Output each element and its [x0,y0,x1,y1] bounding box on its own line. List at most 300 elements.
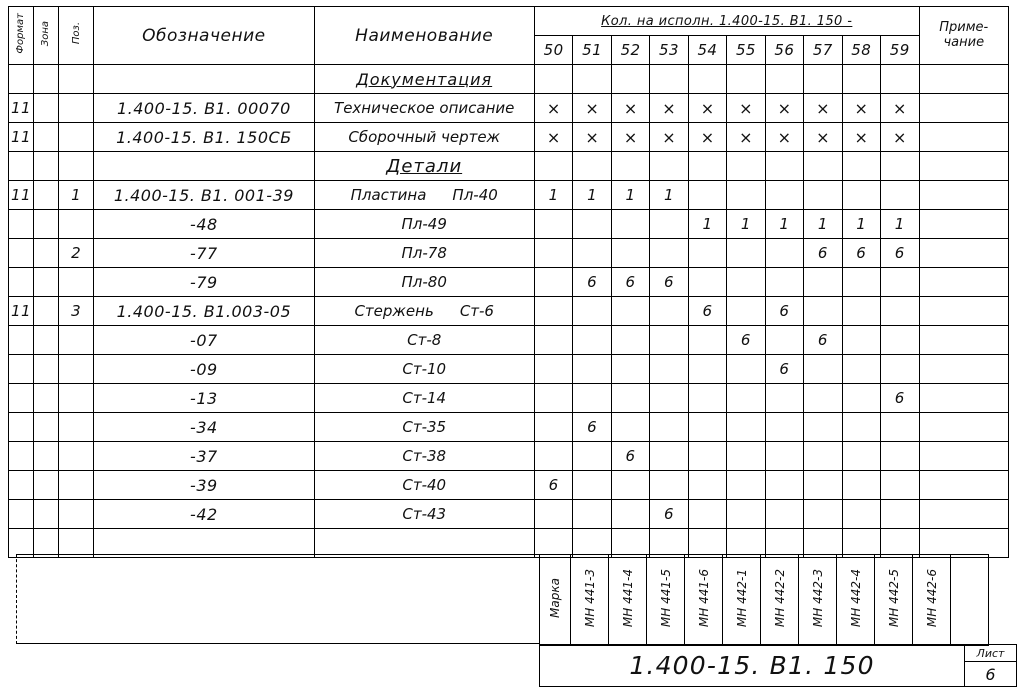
section-heading: Детали [314,152,534,181]
table-header-row-1 [9,7,1009,36]
cell-qty-0 [534,500,572,529]
table-row [9,355,1009,384]
variant-col-8: 58 [842,36,880,65]
cell-qty-6 [765,384,803,413]
cell-qty-4 [688,152,726,181]
drawing-number: 1.400-15. В1. 150 [629,651,875,680]
cell-note [919,471,1008,500]
sheet-label: Лист [965,645,1016,662]
cell-note [919,413,1008,442]
cell-name: Пл-80 [314,268,534,297]
table-row [9,65,1009,94]
cell-qty-3 [650,239,688,268]
cell-note [919,442,1008,471]
cell-zone [33,442,58,471]
cell-qty-5 [727,181,765,210]
cell-qty-6: 6 [765,355,803,384]
table-row [9,413,1009,442]
cell-qty-4: × [688,123,726,152]
cell-designation: 1.400-15. В1. 150СБ [94,123,314,152]
cell-format [9,384,34,413]
table-row [9,384,1009,413]
cell-format: 11 [9,94,34,123]
cell-qty-6 [765,471,803,500]
table-row [9,442,1009,471]
cell-name: Пл-78 [314,239,534,268]
cell-qty-8: 1 [842,210,880,239]
cell-qty-5 [727,152,765,181]
cell-qty-8 [842,326,880,355]
cell-qty-3 [650,384,688,413]
mark-cell-1: МН 441-4 [609,555,647,646]
cell-qty-3: 6 [650,500,688,529]
cell-qty-2 [611,413,649,442]
mark-cell-empty [951,555,989,646]
cell-qty-0 [534,413,572,442]
cell-pos [58,384,93,413]
cell-qty-5: × [727,123,765,152]
cell-designation [94,65,314,94]
cell-qty-2 [611,384,649,413]
cell-qty-3 [650,355,688,384]
cell-qty-9 [880,471,919,500]
cell-qty-9 [880,326,919,355]
cell-qty-1 [573,152,611,181]
marks-row [540,555,989,646]
cell-format [9,65,34,94]
cell-qty-6: 1 [765,210,803,239]
cell-name [314,181,534,210]
header-note-line2: чание [943,34,985,50]
cell-zone [33,500,58,529]
cell-qty-9: × [880,94,919,123]
table-row [9,210,1009,239]
cell-qty-4 [688,500,726,529]
cell-designation: -34 [94,413,314,442]
cell-designation: -13 [94,384,314,413]
cell-qty-7 [804,471,842,500]
cell-qty-1: 6 [573,413,611,442]
header-format: Формат [9,7,34,65]
cell-pos [58,123,93,152]
cell-qty-5: × [727,94,765,123]
variant-col-3: 53 [650,36,688,65]
cell-note [919,239,1008,268]
cell-designation: -39 [94,471,314,500]
cell-qty-7 [804,384,842,413]
cell-pos [58,326,93,355]
cell-name: Ст-35 [314,413,534,442]
table-row [9,123,1009,152]
cell-qty-0 [534,326,572,355]
cell-format [9,413,34,442]
mark-cell-4: МН 442-1 [723,555,761,646]
cell-qty-4 [688,413,726,442]
cell-name: Ст-38 [314,442,534,471]
cell-qty-6 [765,268,803,297]
variant-col-5: 55 [727,36,765,65]
cell-format: 11 [9,123,34,152]
cell-qty-7 [804,152,842,181]
mark-cell-6: МН 442-3 [799,555,837,646]
cell-qty-0: 1 [534,181,572,210]
cell-qty-9 [880,268,919,297]
variant-col-2: 52 [611,36,649,65]
sheet-number: 6 [985,664,996,684]
table-row [9,326,1009,355]
cell-qty-9: 6 [880,384,919,413]
cell-qty-3: 6 [650,268,688,297]
cell-qty-0: × [534,94,572,123]
table-row [9,268,1009,297]
cell-qty-9 [880,297,919,326]
cell-qty-3 [650,326,688,355]
cell-pos: 1 [58,181,93,210]
cell-qty-1 [573,471,611,500]
table-row [9,500,1009,529]
cell-qty-0 [534,355,572,384]
cell-qty-2: 1 [611,181,649,210]
cell-qty-3 [650,471,688,500]
cell-qty-4: 1 [688,210,726,239]
cell-designation: -37 [94,442,314,471]
cell-qty-7 [804,442,842,471]
cell-qty-1: 1 [573,181,611,210]
cell-designation: -07 [94,326,314,355]
cell-designation: -77 [94,239,314,268]
table-row [9,94,1009,123]
cell-pos: 3 [58,297,93,326]
cell-qty-1 [573,355,611,384]
cell-qty-7: 6 [804,239,842,268]
cell-note [919,210,1008,239]
cell-note [919,65,1008,94]
cell-qty-8 [842,297,880,326]
specification-sheet [8,6,1009,684]
cell-qty-6 [765,65,803,94]
mark-cell-2: МН 441-5 [647,555,685,646]
header-name: Наименование [314,7,534,65]
cell-qty-8 [842,471,880,500]
mark-cell-5: МН 442-2 [761,555,799,646]
cell-pos [58,413,93,442]
cell-qty-2: × [611,123,649,152]
cell-format [9,326,34,355]
cell-qty-6 [765,152,803,181]
cell-zone [33,152,58,181]
cell-designation: -48 [94,210,314,239]
cell-qty-3 [650,65,688,94]
table-row [9,297,1009,326]
cell-zone [33,326,58,355]
cell-pos [58,65,93,94]
cell-qty-4 [688,384,726,413]
cell-zone [33,297,58,326]
cell-qty-9 [880,181,919,210]
variant-col-4: 54 [688,36,726,65]
cell-format [9,152,34,181]
cell-qty-8: 6 [842,239,880,268]
cell-qty-6 [765,413,803,442]
cell-qty-5: 1 [727,210,765,239]
cell-zone [33,94,58,123]
cell-qty-4 [688,268,726,297]
cell-qty-4 [688,471,726,500]
cell-qty-2: 6 [611,268,649,297]
cell-qty-9 [880,65,919,94]
cell-note [919,123,1008,152]
cell-qty-1 [573,239,611,268]
cell-designation: 1.400-15. В1. 001-39 [94,181,314,210]
cell-designation: -79 [94,268,314,297]
cell-qty-1 [573,384,611,413]
header-note-line1: Приме- [939,20,989,36]
header-variants-title: Кол. на исполн. 1.400-15. В1. 150 - [534,7,919,36]
cell-qty-4 [688,239,726,268]
cell-qty-3 [650,152,688,181]
title-block [539,644,1017,687]
cell-qty-4 [688,65,726,94]
cell-format [9,239,34,268]
cell-qty-1: × [573,123,611,152]
cell-qty-9 [880,442,919,471]
header-zone: Зона [33,7,58,65]
cell-qty-6 [765,500,803,529]
cell-format: 11 [9,297,34,326]
bottom-block [16,554,1017,687]
cell-qty-0 [534,210,572,239]
cell-name: Техническое описание [314,94,534,123]
cell-qty-0 [534,297,572,326]
cell-qty-7 [804,355,842,384]
cell-qty-3: × [650,123,688,152]
mark-cell-8: МН 442-5 [875,555,913,646]
variant-col-0: 50 [534,36,572,65]
cell-qty-7 [804,181,842,210]
cell-qty-0 [534,442,572,471]
cell-zone [33,384,58,413]
cell-designation [94,152,314,181]
cell-qty-7 [804,500,842,529]
cell-qty-5 [727,65,765,94]
cell-qty-2: × [611,94,649,123]
cell-qty-8 [842,65,880,94]
cell-qty-2 [611,152,649,181]
cell-pos [58,210,93,239]
cell-qty-5 [727,413,765,442]
cell-qty-7: 6 [804,326,842,355]
cell-qty-8: × [842,94,880,123]
variant-col-6: 56 [765,36,803,65]
cell-qty-8 [842,384,880,413]
cell-qty-8 [842,500,880,529]
cell-qty-3 [650,297,688,326]
variant-col-9: 59 [880,36,919,65]
cell-qty-4 [688,326,726,355]
cell-zone [33,471,58,500]
cell-note [919,152,1008,181]
table-row [9,471,1009,500]
cell-qty-3 [650,442,688,471]
cell-zone [33,210,58,239]
cell-qty-5: 6 [727,326,765,355]
cell-qty-4 [688,442,726,471]
cell-qty-4: 6 [688,297,726,326]
cell-qty-2 [611,355,649,384]
cell-qty-7 [804,297,842,326]
cell-qty-5 [727,297,765,326]
cell-qty-1 [573,442,611,471]
cell-qty-9: 1 [880,210,919,239]
cell-note [919,181,1008,210]
cell-qty-2: 6 [611,442,649,471]
cell-qty-0 [534,384,572,413]
cell-qty-2 [611,500,649,529]
cell-name-mark: Ст-6 [459,302,494,320]
cell-qty-2 [611,239,649,268]
cell-format [9,355,34,384]
cell-zone [33,413,58,442]
cell-zone [33,123,58,152]
cell-qty-9 [880,355,919,384]
marks-table [539,554,989,646]
cell-qty-8 [842,181,880,210]
cell-name: Ст-10 [314,355,534,384]
cell-pos [58,268,93,297]
cell-qty-1: × [573,94,611,123]
cell-zone [33,239,58,268]
cell-qty-5 [727,442,765,471]
variant-col-7: 57 [804,36,842,65]
cell-qty-2 [611,471,649,500]
cell-qty-7 [804,65,842,94]
table-row [9,152,1009,181]
header-designation: Обозначение [94,7,314,65]
cell-qty-5 [727,268,765,297]
cell-name [314,297,534,326]
cell-zone [33,65,58,94]
cell-qty-8 [842,152,880,181]
cell-zone [33,268,58,297]
cell-zone [33,181,58,210]
cell-pos [58,94,93,123]
cell-qty-8 [842,268,880,297]
cell-name-mark: Пл-40 [452,186,498,204]
cell-format [9,471,34,500]
cell-qty-0 [534,239,572,268]
cell-pos [58,355,93,384]
cell-name-main: Пластина [350,186,427,204]
mark-cell-0: МН 441-3 [571,555,609,646]
cell-qty-4 [688,355,726,384]
cell-designation: -09 [94,355,314,384]
mark-cell-3: МН 441-6 [685,555,723,646]
cell-qty-6: × [765,94,803,123]
cell-name-main: Стержень [354,302,434,320]
cell-qty-7: × [804,94,842,123]
cell-qty-5 [727,384,765,413]
mark-cell-9: МН 442-6 [913,555,951,646]
cell-qty-6 [765,181,803,210]
cell-qty-4 [688,181,726,210]
cell-qty-9: × [880,123,919,152]
cell-qty-3 [650,210,688,239]
cell-qty-7 [804,268,842,297]
cell-qty-0: × [534,123,572,152]
table-row [9,181,1009,210]
cell-qty-8 [842,413,880,442]
cell-name: Ст-43 [314,500,534,529]
cell-qty-1 [573,326,611,355]
notes-area [16,554,539,644]
cell-qty-3: 1 [650,181,688,210]
cell-designation: 1.400-15. В1.003-05 [94,297,314,326]
cell-pos [58,442,93,471]
cell-qty-6: 6 [765,297,803,326]
cell-qty-1 [573,500,611,529]
cell-qty-5 [727,355,765,384]
cell-zone [33,355,58,384]
cell-qty-6 [765,442,803,471]
mark-cell-7: МН 442-4 [837,555,875,646]
cell-qty-8 [842,355,880,384]
cell-qty-0 [534,268,572,297]
cell-qty-6 [765,239,803,268]
cell-format [9,442,34,471]
cell-qty-1 [573,210,611,239]
marks-label-cell: Марка [540,555,571,646]
cell-pos [58,152,93,181]
cell-designation: -42 [94,500,314,529]
cell-pos [58,471,93,500]
cell-qty-0: 6 [534,471,572,500]
sheet-block [964,645,1016,686]
cell-format [9,500,34,529]
cell-qty-3 [650,413,688,442]
cell-qty-2 [611,297,649,326]
cell-qty-0 [534,65,572,94]
table-row [9,239,1009,268]
section-heading: Документация [314,65,534,94]
cell-pos [58,500,93,529]
variant-col-1: 51 [573,36,611,65]
cell-qty-7: 1 [804,210,842,239]
cell-name: Пл-49 [314,210,534,239]
cell-qty-8 [842,442,880,471]
cell-name: Ст-8 [314,326,534,355]
cell-note [919,355,1008,384]
cell-pos: 2 [58,239,93,268]
cell-qty-9: 6 [880,239,919,268]
cell-qty-5 [727,471,765,500]
cell-qty-2 [611,65,649,94]
cell-note [919,268,1008,297]
cell-note [919,500,1008,529]
cell-note [919,384,1008,413]
cell-qty-6: × [765,123,803,152]
header-pos: Поз. [58,7,93,65]
cell-qty-9 [880,152,919,181]
cell-qty-2 [611,326,649,355]
cell-name: Ст-40 [314,471,534,500]
cell-note [919,297,1008,326]
cell-qty-5 [727,500,765,529]
cell-qty-8: × [842,123,880,152]
cell-qty-1: 6 [573,268,611,297]
cell-name: Сборочный чертеж [314,123,534,152]
cell-qty-6 [765,326,803,355]
specification-table [8,6,1009,558]
